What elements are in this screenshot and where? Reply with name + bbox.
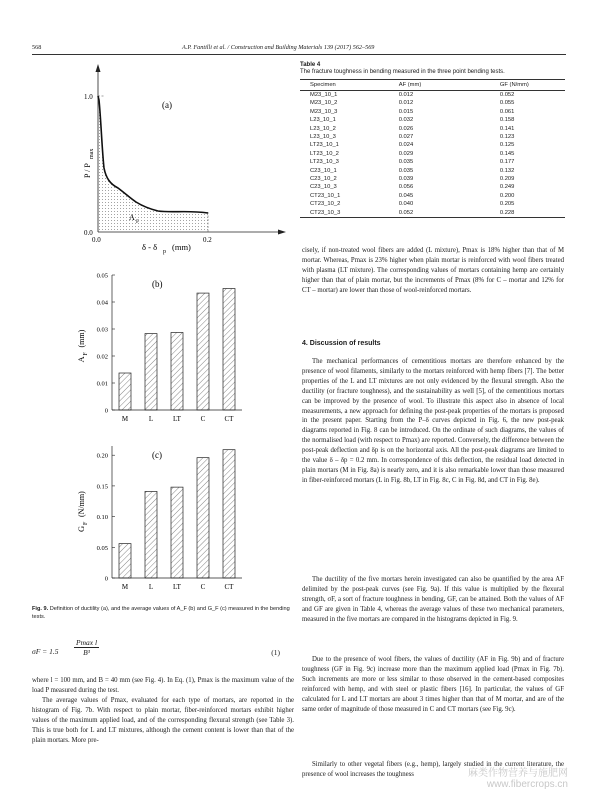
page-number: 568 [32, 44, 42, 51]
bar-M [119, 373, 131, 410]
cell-gf: 0.200 [499, 192, 515, 199]
cell-af: 0.045 [398, 192, 414, 199]
cell-specimen: L23_10_2 [310, 125, 336, 132]
cell-af: 0.039 [398, 176, 414, 183]
cell-gf: 0.158 [499, 117, 515, 124]
watermark [468, 768, 568, 790]
y-tick-label: 0.01 [96, 380, 108, 388]
figure-caption-label: Fig. 9. [32, 606, 49, 612]
right-paragraph-5: Similarly to other vegetal fibers (e.g., hemp), largely studied in the current literature, the presence of wool increases the toughness [302, 761, 564, 778]
cell-specimen: LT23_10_3 [310, 159, 339, 166]
figure-caption [32, 605, 294, 621]
table-row [300, 209, 565, 218]
equation-number: (1) [271, 648, 280, 657]
y-tick-1: 1.0 [84, 93, 93, 101]
table-header-row [300, 80, 565, 91]
cell-specimen: L23_10_3 [310, 134, 336, 141]
cell-gf: 0.228 [450, 209, 565, 218]
cell-af: 0.052 [359, 209, 450, 218]
svg-text:F: F [136, 219, 140, 225]
cell-specimen: CT23_10_3 [300, 209, 359, 218]
bar-L [145, 334, 157, 410]
y-tick-label: 0.04 [96, 299, 108, 307]
svg-text:p: p [163, 249, 166, 255]
x-tick-label: C [200, 583, 206, 591]
cell-specimen: C23_10_2 [310, 176, 337, 183]
svg-text:δ - δ: δ - δ [142, 242, 158, 252]
bar-C [197, 458, 209, 578]
cell-specimen: M23_10_3 [310, 108, 338, 115]
x-tick-label: C [200, 415, 206, 423]
right-paragraph-1: cisely, if non-treated wool fibers are added (L mixture), Pmax is 18% higher than that of M mortar. Whereas, Pmax is 23% higher when plain mortar is reinforced with wool fibers treated with plasma (LT mixture). The corresponding values of mortars containing hemp are certainly higher than that of plain mortar, but the increments of Pmax (8% for C – mortar and 12% for CT – mortar) are lower than those of wool-reinforced mortars. [302, 247, 564, 294]
cell-specimen: M23_10_2 [310, 100, 338, 107]
table-row [300, 99, 565, 107]
figure-a-xlabel [142, 242, 191, 255]
cell-specimen: L23_10_1 [310, 117, 336, 124]
svg-text:A: A [129, 213, 135, 222]
ylabel-main: A [76, 356, 86, 363]
equation-1 [32, 638, 294, 668]
cell-af: 0.035 [398, 159, 414, 166]
cell-af: 0.012 [398, 100, 414, 107]
y-tick-label: 0.10 [96, 514, 108, 522]
journal-header: A.P. Fantilli et al. / Construction and Building Materials 139 (2017) 562–569 [182, 44, 375, 51]
svg-text:(mm): (mm) [172, 242, 191, 252]
header-rule [32, 54, 566, 55]
svg-text:max: max [89, 148, 95, 159]
cell-gf: 0.061 [499, 108, 515, 115]
cell-specimen: LT23_10_1 [310, 142, 339, 149]
cell-af: 0.026 [398, 125, 414, 132]
cell-af: 0.056 [398, 184, 414, 191]
ylabel-unit: (mm) [77, 329, 86, 348]
cell-specimen: C23_10_1 [310, 167, 337, 174]
table-row [300, 116, 565, 124]
cell-gf: 0.209 [499, 176, 515, 183]
cell-specimen: CT23_10_2 [310, 201, 341, 208]
bar-CT [223, 450, 235, 578]
y-tick-label: 0 [104, 407, 108, 415]
cell-specimen: CT23_10_1 [310, 192, 341, 199]
equation-fraction [74, 638, 99, 657]
y-tick-label: 0 [104, 575, 108, 583]
bar-C [197, 293, 209, 410]
table-row [300, 150, 565, 158]
cell-af: 0.015 [398, 108, 414, 115]
x-tick-label: LT [173, 583, 181, 591]
table-row [300, 158, 565, 166]
figure-a-ylabel [83, 149, 95, 178]
left-paragraph-1: where l = 100 mm, and B = 40 mm (see Fig. 4). In Eq. (1), Pmax is the maximum value of the load P measured during the test. [32, 677, 294, 694]
bar-L [145, 491, 157, 578]
right-paragraph-4: Due to the presence of wool fibers, the values of ductility (AF in Fig. 9b) and of fracture toughness (GF in Fig. 9c) increase more than the maximum applied load (Pmax in Fig. 7b). Such increments are more or less similar to those observed in the cement-based composites reinforced with hemp, and with steel or plastic fibers [16]. In particular, the values of GF calculated for L and LT mortars are about 3 times higher than that of M mortar, and are of the same order of magnitude of those measured in C and CT mortars (see Fig. 9c). [302, 656, 564, 713]
cell-gf: 0.132 [499, 167, 515, 174]
table-row [300, 91, 565, 100]
watermark-line-1: 麻类作物营养与施肥网 [468, 768, 568, 779]
panel-label-a: (a) [162, 100, 172, 110]
y-tick-0: 0.0 [84, 229, 93, 237]
table-row [300, 108, 565, 116]
x-tick-02: 0.2 [203, 236, 212, 244]
table-row [300, 167, 565, 175]
table-row [300, 183, 565, 191]
cell-af: 0.024 [398, 142, 414, 149]
y-axis-arrow [96, 64, 101, 72]
chart-ylabel [76, 329, 89, 362]
cell-gf: 0.141 [499, 125, 515, 132]
cell-af: 0.040 [398, 201, 414, 208]
x-tick-0: 0.0 [92, 236, 101, 244]
cell-gf: 0.123 [499, 134, 515, 141]
svg-text:P / P: P / P [83, 163, 92, 178]
table-title: Table 4 [300, 62, 321, 68]
cell-gf: 0.177 [499, 159, 515, 166]
table-caption: The fracture toughness in bending measured in the three point bending tests. [300, 69, 505, 75]
table-row [300, 175, 565, 183]
ylabel-main: G [76, 525, 86, 532]
y-tick-label: 0.02 [96, 353, 108, 361]
bar-M [119, 544, 131, 578]
cell-gf: 0.249 [499, 184, 515, 191]
cell-gf: 0.125 [499, 142, 515, 149]
col-specimen: Specimen [300, 80, 359, 91]
x-tick-label: CT [224, 415, 234, 423]
table-row [300, 141, 565, 149]
col-af: AF (mm) [359, 80, 450, 91]
cell-gf: 0.052 [499, 92, 515, 98]
y-tick-label: 0.15 [96, 483, 108, 491]
table-4 [300, 62, 565, 218]
equation-numerator: Pmax l [76, 638, 98, 647]
figure-caption-text: Definition of ductility (a), and the average values of A_F (b) and G_F (c) measured in the bending tests. [32, 606, 290, 620]
cell-af: 0.035 [398, 167, 414, 174]
figure-9c [32, 436, 294, 602]
watermark-line-2: www.fibercrops.cn [486, 779, 568, 790]
x-tick-label: CT [224, 583, 234, 591]
cell-specimen: LT23_10_2 [310, 150, 339, 157]
col-gf: GF (N/mm) [450, 80, 565, 91]
y-tick-label: 0.20 [96, 452, 108, 460]
equation-lhs: σF = 1.5 [32, 647, 59, 656]
ylabel-sub: F [83, 352, 89, 356]
bar-LT [171, 487, 183, 578]
cell-gf: 0.205 [499, 201, 515, 208]
fracture-table [300, 79, 565, 218]
cell-af: 0.012 [398, 92, 414, 98]
bar-LT [171, 333, 183, 410]
left-paragraph-2: The average values of Pmax, evaluated for each type of mortars, are reported in the histogram of Fig. 7b. With respect to plain mortar, fiber-reinforced mortars exhibit higher values of the maximum applied load, and of the corresponding flexural strength (see Table 3). This is true both for L and LT mixtures, although the cement content is lower than that of the plain mortars. More pre- [32, 697, 294, 744]
table-row [300, 133, 565, 141]
cell-af: 0.032 [398, 117, 414, 124]
cell-af: 0.029 [398, 150, 414, 157]
table-row [300, 192, 565, 200]
section-heading: 4. Discussion of results [302, 340, 381, 347]
right-paragraph-2: The mechanical performances of cementitious mortars are therefore enhanced by the presence of wool filaments, similarly to the mortars reinforced with hemp fibers [7]. The better properties of the L and LT mixtures are not only evidenced by the flexural strength. Also the ductility (or fracture toughness), and the sustainability as well [5], of the cementitious mortars can be improved by the presence of wool. To illustrate this aspect also in absence of local measurements, a new approach for defining the post-peak properties of the mortars is proposed in the present paper. Starting from the P–δ curves depicted in Fig. 6, the new post-peak diagrams reported in Fig. 8 can be introduced. On the ordinate of such diagrams, the values of the normalised load (with respect to Pmax) are reported. Conversely, the difference between the post-peak deflection and δp is on the horizontal axis. All the post-peak diagrams are limited to the value δ – δp = 0.2 mm. In correspondence of this deflection, the residual load detected in plain mortars (M in Fig. 8a) is nearly zero, and it is also remarkable lower than those measured in fiber-reinforced mortars (L in Fig. 8b, LT in Fig. 8c, C in Fig. 8d, and CT in Fig. 8e). [302, 358, 564, 484]
panel-label: (c) [152, 450, 162, 460]
x-axis-arrow [278, 230, 286, 235]
cell-specimen: C23_10_3 [310, 184, 337, 191]
x-tick-label: L [148, 415, 154, 423]
ylabel-unit: (N/mm) [77, 491, 86, 517]
figure-9a [32, 60, 294, 260]
cell-gf: 0.145 [499, 150, 515, 157]
x-tick-label: LT [173, 415, 181, 423]
cell-gf: 0.055 [499, 100, 515, 107]
y-tick-label: 0.05 [96, 272, 108, 280]
equation-denominator: B³ [83, 648, 90, 657]
y-tick-label: 0.03 [96, 326, 108, 334]
right-paragraph-3: The ductility of the five mortars herein investigated can also be quantified by the area AF delimited by the post-peak curves (see Fig. 9a). If this value is multiplied by the flexural strength, σF, a sort of fracture toughness in bending, GF, can be attained. Both the values of AF and GF are given in Table 4, whereas the average values of these two mechanical parameters, measured in the five mortars are compared in the histograms depicted in Fig. 9. [302, 576, 564, 623]
panel-label: (b) [152, 279, 163, 289]
bar-CT [223, 289, 235, 411]
ylabel-sub: F [83, 521, 89, 525]
x-tick-label: M [121, 583, 129, 591]
y-tick-label: 0.05 [96, 544, 108, 552]
cell-af: 0.027 [398, 134, 414, 141]
x-tick-label: L [148, 583, 154, 591]
x-tick-label: M [121, 415, 129, 423]
table-row [300, 200, 565, 208]
chart-ylabel [76, 491, 89, 532]
cell-specimen: M23_10_1 [310, 92, 338, 98]
table-row [300, 125, 565, 133]
figure-9b [32, 262, 294, 434]
